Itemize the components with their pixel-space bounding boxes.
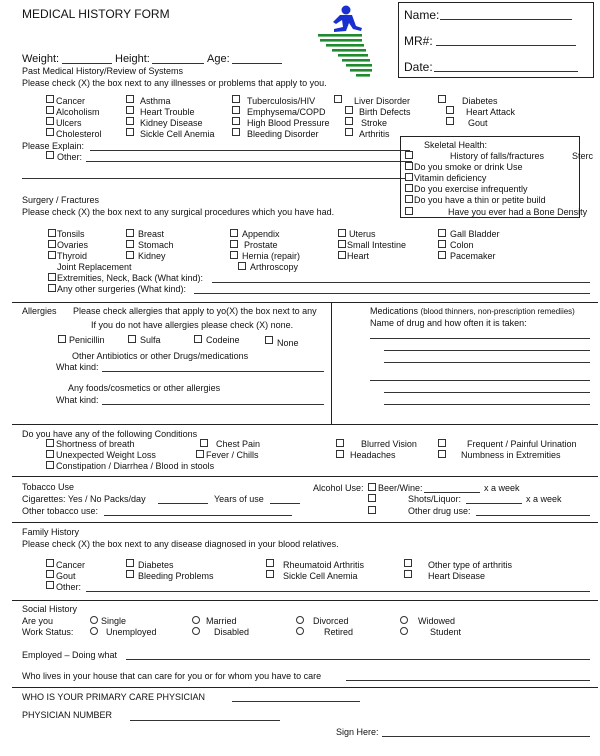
pmh-item: Cholesterol	[56, 129, 102, 139]
pmh-asthma-checkbox[interactable]	[126, 95, 134, 103]
surgery-kidney-checkbox[interactable]	[126, 251, 134, 259]
surgery-item: Pacemaker	[450, 251, 496, 261]
social-option: Married	[206, 616, 237, 626]
explain-label: Please Explain:	[22, 141, 85, 151]
allergies-what-kind-field[interactable]	[102, 371, 324, 372]
condition-item: Constipation / Diarrhea / Blood in stools	[56, 461, 215, 471]
divorced-radio[interactable]	[296, 616, 304, 624]
unemployed-radio[interactable]	[90, 627, 98, 635]
pmh-heart-trouble-checkbox[interactable]	[126, 106, 134, 114]
surgery-item: Hernia (repair)	[242, 251, 301, 261]
are-you-label: Are you	[22, 616, 54, 626]
allergies-instruction: Please check allergies that apply to yo(X) the box next to any	[73, 306, 317, 316]
medications-title: Medications (blood thinners, non-prescription remediies)	[370, 306, 575, 316]
medication-line[interactable]	[384, 362, 590, 363]
surgery-small-intestine-checkbox[interactable]	[338, 240, 346, 248]
medication-line[interactable]	[370, 338, 590, 339]
date-label: Date:	[404, 60, 433, 74]
family-bleeding-checkbox[interactable]	[126, 570, 134, 578]
pcp-label: WHO IS YOUR PRIMARY CARE PHYSICIAN	[22, 692, 206, 702]
allergies-foods: Any foods/cosmetics or other allergies	[68, 383, 221, 393]
surgery-instruction: Please check (X) the box next to any surgical procedures which you have had.	[22, 207, 335, 217]
surgery-heart-checkbox[interactable]	[338, 251, 346, 259]
family-item: Gout	[56, 571, 76, 581]
family-item: Bleeding Problems	[138, 571, 214, 581]
shots-label: Shots/Liquor:	[408, 494, 462, 504]
skeletal-trail: Sterc	[572, 151, 594, 161]
surgery-item: Kidney	[138, 251, 166, 261]
form-title: MEDICAL HISTORY FORM	[22, 7, 170, 21]
skeletal-title: Skeletal Health:	[424, 140, 488, 150]
surgery-item: Thyroid	[57, 251, 88, 261]
cond-constipation-checkbox[interactable]	[46, 461, 54, 469]
surgery-breast-checkbox[interactable]	[126, 229, 134, 237]
pmh-birth-defects-checkbox[interactable]	[345, 106, 353, 114]
section-divider	[12, 600, 598, 601]
lives-label: Who lives in your house that can care for you or for whom you have to care	[22, 671, 322, 681]
condition-item: Numbness in Extremities	[461, 450, 561, 460]
tobacco-title: Tobacco Use	[22, 482, 75, 492]
cond-headaches-checkbox[interactable]	[336, 450, 344, 458]
pmh-item: Stroke	[361, 118, 388, 128]
pmh-other-checkbox[interactable]	[46, 151, 54, 159]
surgery-ovaries-checkbox[interactable]	[48, 240, 56, 248]
pmh-item: Sickle Cell Anemia	[140, 129, 215, 139]
allergies-what-kind2-label: What kind:	[56, 395, 99, 405]
other-drug-field[interactable]	[476, 515, 590, 516]
student-radio[interactable]	[400, 627, 408, 635]
pmh-high-bp-checkbox[interactable]	[232, 117, 240, 125]
surgery-appendix-checkbox[interactable]	[230, 229, 238, 237]
packs-per-day-field[interactable]	[158, 503, 208, 504]
family-other-field[interactable]	[86, 591, 590, 592]
surgery-item: Breast	[138, 229, 165, 239]
family-item: Sickle Cell Anemia	[283, 571, 358, 581]
skeletal-item: Do you exercise infrequently	[414, 184, 528, 194]
allergies-what-kind-label: What kind:	[56, 362, 99, 372]
pmh-diabetes-checkbox[interactable]	[438, 95, 446, 103]
allergy-item: Sulfa	[140, 335, 161, 345]
height-field[interactable]	[152, 63, 204, 64]
family-instruction: Please check (X) the box next to any disease diagnosed in your blood relatives.	[22, 539, 339, 549]
surgery-item: Uterus	[349, 229, 376, 239]
surgery-title: Surgery / Fractures	[22, 195, 100, 205]
pmh-kidney-disease-checkbox[interactable]	[126, 117, 134, 125]
surgery-item: Appendix	[242, 229, 280, 239]
skeletal-item: Vitamin deficiency	[414, 173, 487, 183]
social-option: Single	[101, 616, 127, 626]
beer-field[interactable]	[424, 492, 480, 493]
social-option: Retired	[324, 627, 354, 637]
allergy-item: None	[277, 338, 299, 348]
skeletal-smoke-checkbox[interactable]	[405, 162, 413, 170]
family-heart-disease-checkbox[interactable]	[404, 570, 412, 578]
surgery-uterus-checkbox[interactable]	[338, 229, 346, 237]
pmh-liver-checkbox[interactable]	[334, 95, 342, 103]
mr-label: MR#:	[404, 34, 433, 48]
surgery-thyroid-checkbox[interactable]	[48, 251, 56, 259]
other-tobacco-field[interactable]	[104, 515, 292, 516]
section-divider	[12, 476, 598, 477]
allergy-none-checkbox[interactable]	[265, 336, 273, 344]
pcp-field[interactable]	[232, 701, 360, 702]
pmh-gout-checkbox[interactable]	[446, 117, 454, 125]
cond-urination-checkbox[interactable]	[438, 439, 446, 447]
other-tobacco-label: Other tobacco use:	[22, 506, 99, 516]
family-item: Other type of arthritis	[428, 560, 513, 570]
section-divider	[12, 687, 598, 688]
name-label: Name:	[404, 8, 440, 22]
pmh-item: Kidney Disease	[140, 118, 203, 128]
condition-item: Fever / Chills	[206, 450, 259, 460]
pmh-title: Past Medical History/Review of Systems	[22, 66, 184, 76]
married-radio[interactable]	[192, 616, 200, 624]
pmh-item: Alcoholism	[56, 107, 100, 117]
surgery-item: Colon	[450, 240, 474, 250]
pmh-sickle-cell-checkbox[interactable]	[126, 128, 134, 136]
pmh-item: Bleeding Disorder	[247, 129, 319, 139]
work-status-label: Work Status:	[22, 627, 74, 637]
cigarettes-label: Cigarettes: Yes / No Packs/day	[22, 494, 146, 504]
pmh-item: Liver Disorder	[354, 96, 411, 106]
family-item: Rheumatoid Arthritis	[283, 560, 365, 570]
pmh-cancer-checkbox[interactable]	[46, 95, 54, 103]
pmh-tuberculosis-checkbox[interactable]	[232, 95, 240, 103]
pmh-item: Heart Attack	[466, 107, 516, 117]
surgery-joint-label: Joint Replacement	[57, 262, 132, 272]
per-week-label: x a week	[526, 494, 562, 504]
surgery-item: Small Intestine	[347, 240, 407, 250]
family-rheumatoid-checkbox[interactable]	[266, 559, 274, 567]
shots-liquor-checkbox[interactable]	[368, 494, 376, 502]
condition-item: Unexpected Weight Loss	[56, 450, 156, 460]
alcohol-label: Alcohol Use:	[313, 483, 364, 493]
pmh-cholesterol-checkbox[interactable]	[46, 128, 54, 136]
pmh-instruction: Please check (X) the box next to any illnesses or problems that apply to you.	[22, 78, 327, 88]
pmh-item: Birth Defects	[359, 107, 411, 117]
weight-field[interactable]	[62, 63, 112, 64]
surgery-arthroscopy-checkbox[interactable]	[238, 262, 246, 270]
allergy-sulfa-checkbox[interactable]	[128, 335, 136, 343]
skeletal-item: Do you smoke or drink Use	[414, 162, 523, 172]
cond-numbness-checkbox[interactable]	[438, 450, 446, 458]
surgery-item: Tonsils	[57, 229, 85, 239]
pmh-emphysema-checkbox[interactable]	[232, 106, 240, 114]
surgery-item: Arthroscopy	[250, 262, 299, 272]
condition-item: Blurred Vision	[361, 439, 417, 449]
allergies-title: Allergies	[22, 306, 57, 316]
pmh-heart-attack-checkbox[interactable]	[446, 106, 454, 114]
surgery-stomach-checkbox[interactable]	[126, 240, 134, 248]
family-item: Heart Disease	[428, 571, 486, 581]
skeletal-build-checkbox[interactable]	[405, 195, 413, 203]
signature-field[interactable]	[382, 736, 590, 737]
surgery-item: Prostate	[244, 240, 278, 250]
surgery-item: Heart	[347, 251, 370, 261]
pmh-bleeding-checkbox[interactable]	[232, 128, 240, 136]
pmh-item: Ulcers	[56, 118, 82, 128]
condition-item: Frequent / Painful Urination	[467, 439, 577, 449]
surgery-gall-bladder-checkbox[interactable]	[438, 229, 446, 237]
date-field[interactable]	[434, 71, 578, 72]
medications-instruction: Name of drug and how often it is taken:	[370, 318, 527, 328]
single-radio[interactable]	[90, 616, 98, 624]
social-option: Student	[430, 627, 462, 637]
family-other-checkbox[interactable]	[46, 581, 54, 589]
medication-line[interactable]	[384, 392, 590, 393]
condition-item: Chest Pain	[216, 439, 261, 449]
surgery-extremities-checkbox[interactable]	[48, 273, 56, 281]
physician-number-field[interactable]	[130, 720, 280, 721]
physician-number-label: PHYSICIAN NUMBER	[22, 710, 113, 720]
retired-radio[interactable]	[296, 627, 304, 635]
surgery-prostate-checkbox[interactable]	[230, 240, 238, 248]
medication-line[interactable]	[370, 380, 590, 381]
medication-line[interactable]	[384, 350, 590, 351]
pmh-other-label: Other:	[57, 152, 83, 162]
weight-label: Weight:	[22, 53, 60, 65]
condition-item: Shortness of breath	[56, 439, 135, 449]
shots-field[interactable]	[466, 503, 522, 504]
family-other-arthritis-checkbox[interactable]	[404, 559, 412, 567]
explain-field[interactable]	[90, 150, 410, 151]
family-item: Other:	[56, 582, 82, 592]
age-label: Age:	[207, 53, 230, 65]
pmh-extra-line[interactable]	[22, 178, 410, 179]
lives-field[interactable]	[346, 680, 590, 681]
skeletal-exercise-checkbox[interactable]	[405, 184, 413, 192]
family-title: Family History	[22, 527, 80, 537]
surgery-item: Gall Bladder	[450, 229, 500, 239]
pmh-other-field[interactable]	[86, 161, 412, 162]
allergy-medication-divider	[331, 302, 332, 424]
social-option: Widowed	[418, 616, 456, 626]
section-divider	[12, 522, 598, 523]
social-option: Unemployed	[106, 627, 157, 637]
pmh-item: Heart Trouble	[140, 107, 195, 117]
per-week-label: x a week	[484, 483, 520, 493]
allergies-none-instruction: If you do not have allergies please check (X) none.	[91, 320, 294, 330]
beer-wine-checkbox[interactable]	[368, 483, 376, 491]
surgery-colon-checkbox[interactable]	[438, 240, 446, 248]
allergy-item: Codeine	[206, 335, 240, 345]
allergy-codeine-checkbox[interactable]	[194, 335, 202, 343]
skeletal-item: Do you have a thin or petite build	[414, 195, 546, 205]
pmh-item: Cancer	[56, 96, 86, 106]
family-diabetes-checkbox[interactable]	[126, 559, 134, 567]
pmh-arthritis-checkbox[interactable]	[345, 128, 353, 136]
mr-field[interactable]	[436, 45, 576, 46]
cond-blurred-vision-checkbox[interactable]	[336, 439, 344, 447]
social-option: Disabled	[214, 627, 250, 637]
skeletal-item: Have you ever had a Bone Density	[448, 207, 588, 217]
surgery-pacemaker-checkbox[interactable]	[438, 251, 446, 259]
years-field[interactable]	[270, 503, 300, 504]
surgery-any-other-label: Any other surgeries (What kind):	[57, 284, 187, 294]
pmh-item: High Blood Pressure	[247, 118, 330, 128]
other-drug-label: Other drug use:	[408, 506, 471, 516]
pmh-item: Asthma	[140, 96, 171, 106]
runner-florida-logo-icon	[316, 4, 378, 80]
other-drug-checkbox[interactable]	[368, 506, 376, 514]
cond-weight-loss-checkbox[interactable]	[46, 450, 54, 458]
employed-field[interactable]	[126, 659, 590, 660]
surgery-extremities-label: Extremities, Neck, Back (What kind):	[57, 273, 204, 283]
family-item: Diabetes	[138, 560, 174, 570]
pmh-item: Arthritis	[359, 129, 390, 139]
family-cancer-checkbox[interactable]	[46, 559, 54, 567]
cond-chest-pain-checkbox[interactable]	[200, 439, 208, 447]
surgery-tonsils-checkbox[interactable]	[48, 229, 56, 237]
sign-label: Sign Here:	[336, 727, 379, 737]
cond-shortness-checkbox[interactable]	[46, 439, 54, 447]
pmh-item: Gout	[468, 118, 488, 128]
surgery-any-other-field[interactable]	[194, 293, 590, 294]
social-title: Social History	[22, 604, 78, 614]
social-option: Divorced	[313, 616, 349, 626]
medication-line[interactable]	[384, 404, 590, 405]
cond-fever-checkbox[interactable]	[196, 450, 204, 458]
employed-label: Employed – Doing what	[22, 650, 118, 660]
section-divider	[12, 302, 598, 303]
skeletal-vitamin-checkbox[interactable]	[405, 173, 413, 181]
allergies-what-kind2-field[interactable]	[102, 404, 324, 405]
surgery-hernia-checkbox[interactable]	[230, 251, 238, 259]
years-label: Years of use	[214, 494, 264, 504]
family-sickle-cell-checkbox[interactable]	[266, 570, 274, 578]
section-divider	[12, 424, 598, 425]
skeletal-bone-density-checkbox[interactable]	[405, 207, 413, 215]
surgery-any-other-checkbox[interactable]	[48, 284, 56, 292]
age-field[interactable]	[232, 63, 282, 64]
allergy-item: Penicillin	[69, 335, 105, 345]
family-item: Cancer	[56, 560, 86, 570]
skeletal-falls-checkbox[interactable]	[405, 151, 413, 159]
skeletal-item: History of falls/fractures	[450, 151, 545, 161]
pmh-item: Emphysema/COPD	[247, 107, 326, 117]
surgery-item: Ovaries	[57, 240, 89, 250]
pmh-item: Tuberculosis/HIV	[247, 96, 316, 106]
allergy-penicillin-checkbox[interactable]	[58, 335, 66, 343]
condition-item: Headaches	[350, 450, 396, 460]
pmh-alcoholism-checkbox[interactable]	[46, 106, 54, 114]
surgery-extremities-field[interactable]	[212, 282, 590, 283]
beer-label: Beer/Wine:	[378, 483, 423, 493]
pmh-item: Diabetes	[462, 96, 498, 106]
pmh-ulcers-checkbox[interactable]	[46, 117, 54, 125]
family-gout-checkbox[interactable]	[46, 570, 54, 578]
pmh-stroke-checkbox[interactable]	[345, 117, 353, 125]
conditions-title: Do you have any of the following Conditions	[22, 429, 198, 439]
height-label: Height:	[115, 53, 150, 65]
allergies-antibiotics: Other Antibiotics or other Drugs/medications	[72, 351, 249, 361]
disabled-radio[interactable]	[192, 627, 200, 635]
name-field[interactable]	[440, 19, 572, 20]
surgery-item: Stomach	[138, 240, 174, 250]
widowed-radio[interactable]	[400, 616, 408, 624]
